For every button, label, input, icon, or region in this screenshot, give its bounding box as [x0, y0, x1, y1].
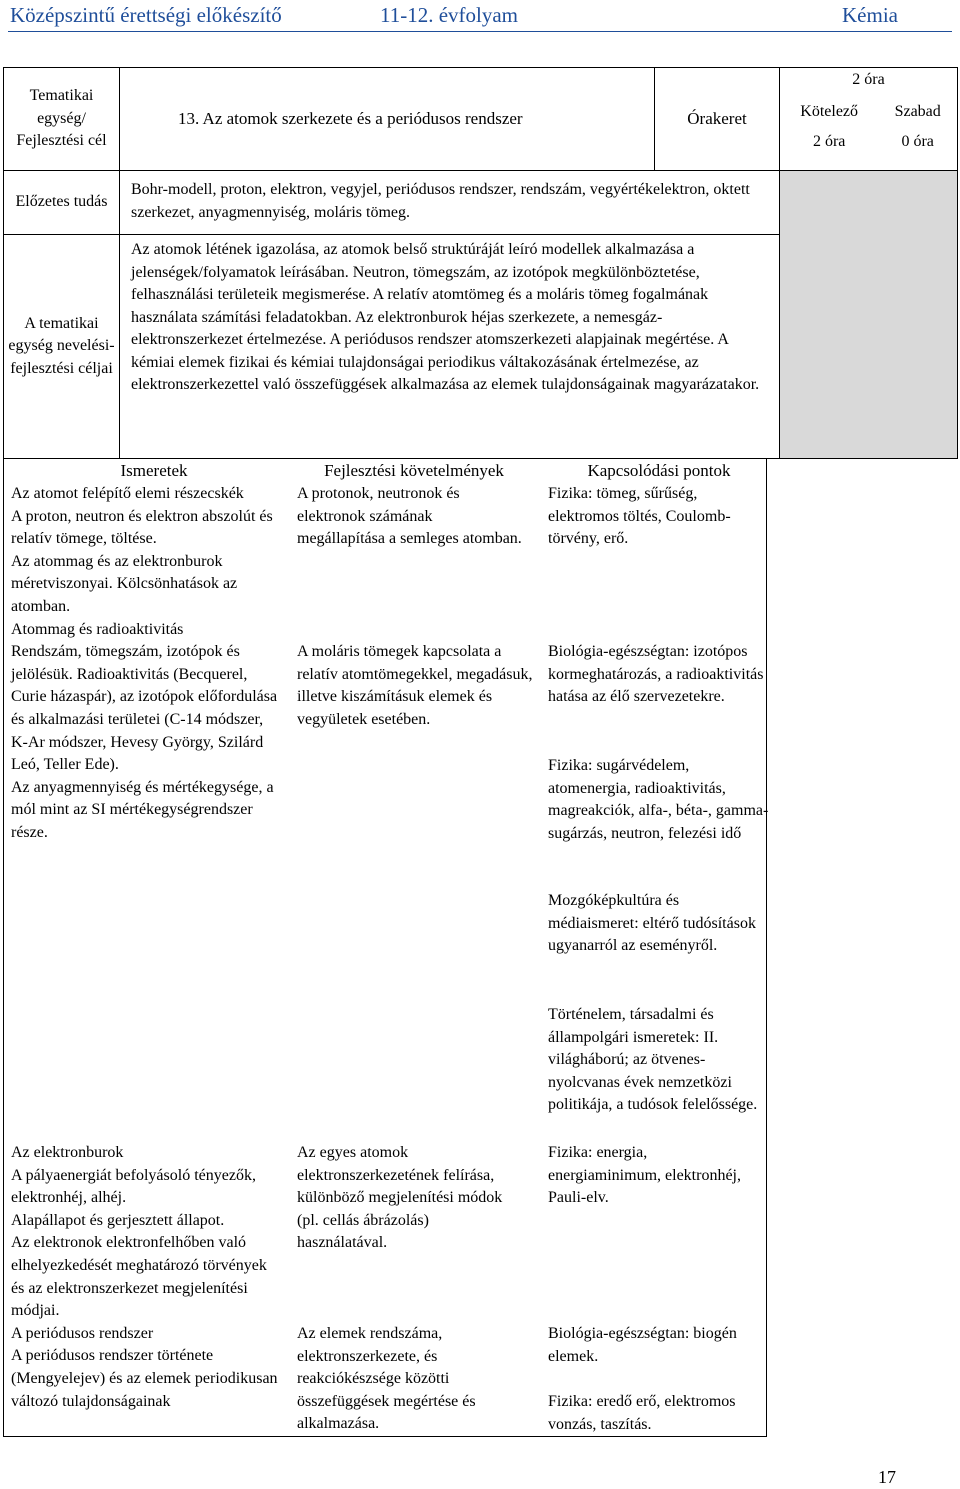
free-hours: 0 óra — [901, 133, 934, 150]
content-columns — [3, 459, 767, 1437]
unit-title-text: 13. Az atomok szerkezete és a periódusos rendszer — [178, 108, 523, 128]
connection-item: Fizika: eredő erő, elektromos vonzás, taszítás. — [548, 1393, 736, 1433]
header-rule — [8, 31, 952, 32]
unit-title — [120, 68, 655, 171]
knowledge-item: Az elektronburok — [11, 1144, 124, 1161]
goals-text: Az atomok létének igazolása, az atomok belső struktúráját leíró modellek alkalmazása a jelenségek/folyamatok leírásában. Neutron, tömegszám, az izotópok megkülönböztetése, felhasználási területeik megismerése. A relatív atomtömeg és a moláris tömeg fogalmának használata számítási feladatokban. Az elektronburok héjas szerkezete, a nemesgáz-elektronszerkezet értelmezése. A periódusos rendszer atomszerkezeti alapjainak megértése. A kémiai elemek fizikai és kémiai tulajdonságai periodikus váltakozásának értelmezése, az elektronszerkezettel való összefüggések alkalmazása az elemek tulajdonságainak magyarázatakor. — [120, 235, 780, 459]
header-grade: 11-12. évfolyam — [380, 3, 519, 27]
connection-item: Biológia-egészségtan: biogén elemek. — [548, 1325, 737, 1365]
col-header-connections: Kapcsolódási pontok — [587, 461, 731, 480]
prior-knowledge-text: Bohr-modell, proton, elektron, vegyjel, periódusos rendszer, rendszám, vegyértékelektron, oktett szerkezet, anyagmennyiség, moláris tömeg. — [120, 171, 780, 235]
hours-cell — [780, 68, 958, 171]
requirement-item: A protonok, neutronok és elektronok számának megállapítása a semleges atomban. — [297, 485, 522, 548]
shaded-cell — [780, 171, 958, 459]
time-label: Órakeret — [655, 68, 780, 171]
requirement-item: Az elemek rendszáma, elektronszerkezete, és reakciókészsége közötti összefüggések megértése és alkalmazása. — [297, 1325, 476, 1433]
connection-item: Történelem, társadalmi és állampolgári ismeretek: II. világháború; az ötvenes-nyolcvanas évek nemzetközi politikája, a tudósok felelőssége. — [548, 1006, 758, 1114]
col-header-requirements: Fejlesztési követelmények — [324, 461, 504, 480]
knowledge-item: Rendszám, tömegszám, izotópok és jelölésük. Radioaktivitás (Becquerel, Curie házaspár), az izotópok előfordulása és alkalmazási területei (C-14 módszer, K-Ar módszer, Hevesy György, Szilárd Leó, Teller Ede). — [11, 643, 278, 774]
knowledge-item: A proton, neutron és elektron abszolút és relatív tömege, töltése. — [11, 507, 273, 548]
mandatory-hours: 2 óra — [812, 133, 846, 150]
knowledge-item: A periódusos rendszer — [11, 1324, 154, 1342]
knowledge-column — [11, 483, 283, 845]
hours-total: 2 óra — [852, 71, 885, 88]
knowledge-item: Atommag és radioaktivitás — [11, 620, 184, 638]
header-subject: Kémia — [842, 3, 898, 27]
page-number: 17 — [878, 1467, 896, 1487]
connection-item: Fizika: sugárvédelem, atomenergia, radioaktivitás, magreakciók, alfa-, béta-, gamma-sugárzás, neutron, felezési idő — [548, 757, 769, 842]
col-header-knowledge: Ismeretek — [120, 461, 188, 480]
connection-item: Fizika: energia, energiaminimum, elektronhéj, Pauli-elv. — [548, 1144, 741, 1207]
header-course: Középszintű érettségi előkészítő — [10, 3, 282, 27]
knowledge-item: Az atommag és az elektronburok méretviszonyai. Kölcsönhatások az atomban. — [11, 552, 238, 615]
prior-knowledge-label: Előzetes tudás — [4, 171, 120, 235]
requirement-item: Az egyes atomok elektronszerkezetének felírása, különböző megjelenítési módok (pl. cellás ábrázolás) használatával. — [297, 1144, 503, 1252]
knowledge-item: Alapállapot és gerjesztett állapot. — [11, 1211, 225, 1229]
knowledge-item: Az elektronok elektronfelhőben való elhelyezkedését meghatározó törvények és az elektronszerkezet megjelenítési módjai. — [11, 1234, 267, 1320]
goals-label: A tematikai egység nevelési-fejlesztési céljai — [4, 235, 120, 459]
requirement-item: A moláris tömegek kapcsolata a relatív atomtömegekkel, megadásuk, illetve kiszámításuk elemek és vegyületek esetében. — [297, 643, 533, 728]
knowledge-item: Az atomot felépítő elemi részecskék — [11, 485, 244, 502]
curriculum-table — [3, 67, 958, 459]
free-label: Szabad — [894, 102, 941, 120]
page-header — [0, 0, 960, 30]
knowledge-column-lower — [11, 1142, 283, 1413]
connection-item: Biológia-egészségtan: izotópos kormeghatározás, a radioaktivitás hatása az élő szervezetekre. — [548, 643, 764, 706]
mandatory-label: Kötelező — [800, 102, 859, 120]
knowledge-item: Az anyagmennyiség és mértékegysége, a mól mint az SI mértékegységrendszer része. — [11, 778, 274, 841]
knowledge-item: A pályaenergiát befolyásoló tényezők, elektronhéj, alhéj. — [11, 1166, 256, 1207]
connection-item: Fizika: tömeg, sűrűség, elektromos töltés, Coulomb-törvény, erő. — [548, 485, 731, 548]
unit-label: Tematikai egység/ Fejlesztési cél — [4, 68, 120, 171]
knowledge-item: A periódusos rendszer története (Mengyelejev) és az elemek periodikusan változó tulajdonságainak — [11, 1347, 278, 1410]
connection-item: Mozgóképkultúra és médiaismeret: eltérő tudósítások ugyanarról az eseményről. — [548, 892, 756, 955]
